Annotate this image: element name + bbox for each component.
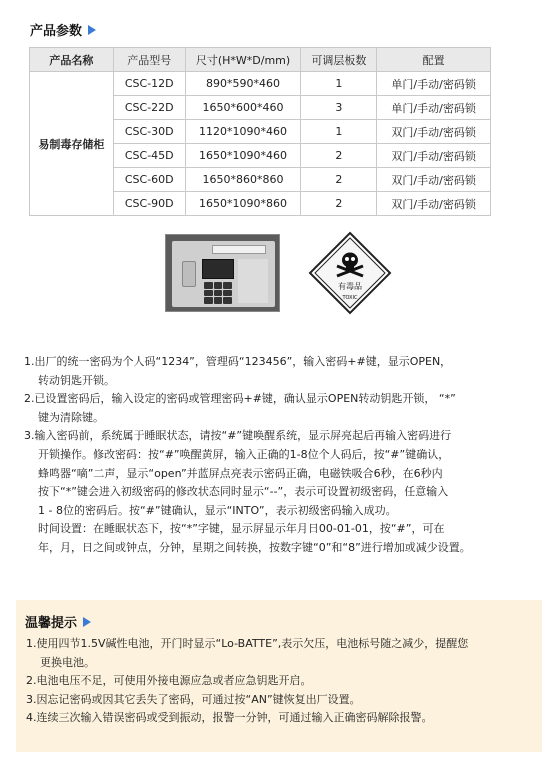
cell-model: CSC-12D — [113, 72, 185, 96]
tips-title: 温馨提示 — [25, 612, 91, 631]
note-3: 3.输入密码前，系统属于睡眠状态，请按“#”键唤醒系统，显示屏亮起后再输入密码进行 开锁操作。修改密码：按“#”唤醒黄屏，输入正确的1-8位个人码后，按“#”键确认， 蜂鸣器“嘀”二声，显示“open”并蓝屏点亮表示密码正确，电磁铁吸合6秒，在6秒内 按下“*”键会进入初级密码的修改状态同时显示“--”，表示可设置初级密码，任意输入 1 - 8位的密码后。按“#”键确认，显示“INTO”，表示初级密码输入成功。 时间设置：在睡眠状态下，按“*”字键，显示屏显示年月日00-01-01，按“#”，可在 年，月，日之间或钟点，分钟，星期之间转换，按数字键“0”和“8”进行增加或减少设置。 — [24, 429, 471, 554]
tip-4: 4.连续三次输入错误密码或受到振动，报警一分钟，可通过输入正确密码解除报警。 — [26, 711, 433, 725]
cell-size: 1650*1090*460 — [185, 144, 301, 168]
cell-model: CSC-60D — [113, 168, 185, 192]
toxic-diamond-icon — [308, 231, 392, 315]
note-2: 2.已设置密码后，输入设定的密码或管理密码+#键，确认显示OPEN转动钥匙开锁， “*” 键为清除键。 — [24, 392, 456, 424]
cell-model: CSC-30D — [113, 120, 185, 144]
cell-model: CSC-90D — [113, 192, 185, 216]
lock-panel — [172, 241, 275, 307]
cell-layers: 2 — [301, 168, 377, 192]
lock-key-knob — [182, 261, 196, 287]
cell-size: 1120*1090*460 — [185, 120, 301, 144]
cell-layers: 1 — [301, 120, 377, 144]
password-lock-image — [165, 234, 280, 312]
header-config: 配置 — [377, 48, 491, 72]
cell-model: CSC-22D — [113, 96, 185, 120]
cell-config: 双门/手动/密码锁 — [377, 144, 491, 168]
cell-layers: 1 — [301, 72, 377, 96]
header-layers: 可调层板数 — [301, 48, 377, 72]
instruction-notes — [24, 353, 534, 558]
header-model: 产品型号 — [113, 48, 185, 72]
cell-model: CSC-45D — [113, 144, 185, 168]
tips-list — [26, 635, 536, 728]
product-spec-table — [29, 47, 491, 216]
toxic-sign-image — [308, 231, 392, 315]
table-header-row — [30, 48, 491, 72]
toxic-cn-label: 有毒品 — [338, 282, 362, 291]
cell-config: 双门/手动/密码锁 — [377, 192, 491, 216]
header-product-name: 产品名称 — [30, 48, 114, 72]
cell-size: 1650*600*460 — [185, 96, 301, 120]
lock-side-plate — [238, 259, 268, 303]
cell-layers: 2 — [301, 144, 377, 168]
cell-config: 双门/手动/密码锁 — [377, 120, 491, 144]
cell-size: 1650*860*860 — [185, 168, 301, 192]
tip-1: 1.使用四节1.5V碱性电池，开门时显示“Lo-BATTE”,表示欠压，电池标号随之减少，提醒您 更换电池。 — [26, 637, 469, 669]
cell-config: 单门/手动/密码锁 — [377, 96, 491, 120]
cell-config: 双门/手动/密码锁 — [377, 168, 491, 192]
cell-layers: 2 — [301, 192, 377, 216]
tips-box — [16, 600, 542, 752]
triangle-arrow-icon — [88, 25, 96, 35]
cell-size: 1650*1090*860 — [185, 192, 301, 216]
cell-layers: 3 — [301, 96, 377, 120]
section-title-product — [30, 20, 96, 39]
cell-config: 单门/手动/密码锁 — [377, 72, 491, 96]
header-size: 尺寸(H*W*D/mm) — [185, 48, 301, 72]
product-name-cell: 易制毒存储柜 — [30, 72, 114, 216]
cell-size: 890*590*460 — [185, 72, 301, 96]
lock-label-sticker — [212, 245, 266, 254]
product-title: 产品参数 — [30, 24, 83, 39]
toxic-en-label: TOXIC — [342, 295, 358, 301]
table-row — [30, 72, 491, 96]
triangle-arrow-icon — [83, 617, 91, 627]
note-1: 1.出厂的统一密码为个人码“1234”，管理码“123456”，输入密码+#键，显示OPEN， 转动钥匙开锁。 — [24, 355, 452, 387]
lock-keypad — [204, 282, 232, 304]
tip-3: 3.因忘记密码或因其它丢失了密码，可通过按“AN”键恢复出厂设置。 — [26, 692, 361, 706]
tip-2: 2.电池电压不足，可使用外接电源应急或者应急钥匙开启。 — [26, 674, 312, 688]
lock-display-screen — [202, 259, 234, 279]
